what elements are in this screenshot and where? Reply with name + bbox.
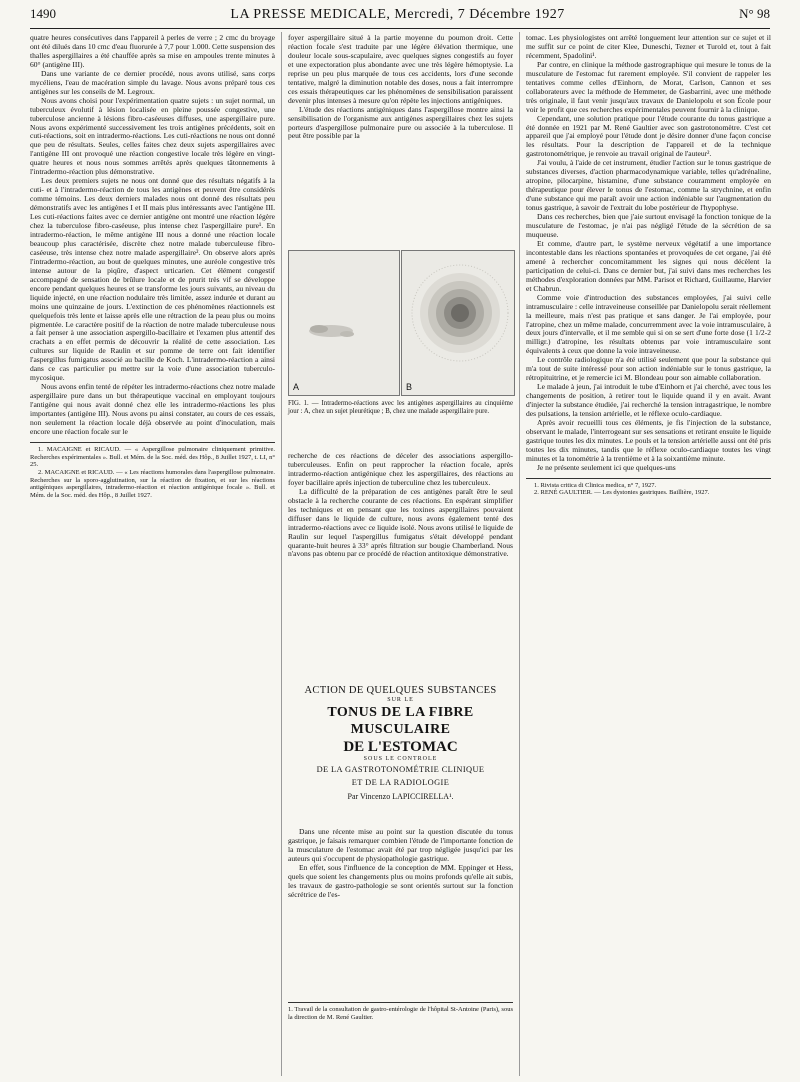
figure-panel-a — [288, 250, 400, 396]
column-2-bottom — [288, 828, 513, 999]
footnote: 2. RENÉ GAULTIER. — Les dystonies gastriques. Baillière, 1927. — [534, 489, 710, 497]
issue-number: N° 98 — [739, 6, 770, 21]
article-title-block — [288, 684, 513, 803]
paragraph: Je ne présente seulement ici que quelques-uns — [537, 462, 676, 472]
figure-panel-b — [401, 250, 515, 396]
paragraph: Cependant, une solution pratique pour l'étude courante du tonus gastrique a été donnée en 1921 par M. René Gaultier avec son gastrotonomètre. C'est cet appareil que j'ai employé pour l'étude dont je désire donner d'une façon concise les résultats. Pour la description de l'appareil et de la technique gastrotonométrique, je renvoie au travail original de l'auteur². — [526, 113, 771, 159]
paragraph: Le contrôle radiologique n'a été utilisé seulement que pour la substance qui m'a tout de suite intéressé pour son action indéniable sur le tonus gastrique, la rétropituitrine, et je remercie ici M. Blondeau pour son aimable collaboration. — [526, 355, 771, 383]
paragraph: recherche de ces réactions de déceler des associations aspergillo-tuberculeuses. Enfin on peut rapprocher la réaction focale, après intradermo-réaction antigénique chez les aspergillaires, des réactions au foyer bacillaire après injection de tuberculine chez les tuberculeux. — [288, 452, 513, 487]
skin-reaction-image-a — [289, 251, 399, 395]
paragraph: Comme voie d'introduction des substances employées, j'ai suivi celle intramusculaire : celle intraveineuse conseillée par Danielopolu serait réellement la meilleure, mais n'est pas pratique et sans danger. Je l'ai employée, pour l'atropine, chez un même malade, concurremment avec la voie intramusculaire, à deux jours d'intervalle, et il me semble qui si on se sert d'une forte dose (1 1/2-2 milligr.) d'atropine, les résultats obtenus par voie intramusculaire sont équivalents à ceux que donne la voie intraveineuse. — [526, 292, 771, 356]
skin-reaction-image-b — [402, 251, 514, 395]
article-subtitle-line: ET DE LA RADIOLOGIE — [351, 778, 450, 787]
paragraph: Le malade à jeun, j'ai introduit le tube d'Einhorn et j'ai cherché, avec tous les changements de position, à retirer tout le liquide quand il y en avait. Avant d'injecter la substance étudiée, j'ai recherché la tension intragastrique, le nombre des pulsations, la tension artérielle, et le réflexe oculo-cardiaque. — [526, 382, 771, 419]
paragraph: Après avoir recueilli tous ces éléments, je fis l'injection de la substance, observant le malade, l'interrogeant sur ses sensations et retirant ensuite le liquide gastrique toutes les dix minutes. Le pouls et la tension artérielle aussi ont été pris toutes les dix minutes, tandis que le réflexe oculo-cardiaque toutes les vingt minutes et la tonométrie à la trentième et à la soixantième minute. — [526, 417, 771, 463]
footnote: 1. Rivista critica di Clinica medica, n° 7, 1927. — [534, 481, 657, 489]
page-header — [30, 6, 770, 28]
paragraph: foyer aspergillaire situé à la partie moyenne du poumon droit. Cette réaction focale s'est traduite par une légère élévation thermique, une douleur locale sous-scapulaire, avec quelques signes congestifs au foyer et une expectoration plus abondante avec une très légère hémoptysie. La reprise un peu plus marquée de tous ces accidents, lors d'une seconde tentative, malgré la diminution notable des doses, nous a fait interrompre ces essais thérapeutiques car les phénomènes de sensibilisation paraissent devenir plus intenses à mesure qu'on répète les injections antigéniques. — [288, 34, 513, 105]
panel-label-b: B — [406, 382, 413, 392]
article-title-line: DE L'ESTOMAC — [343, 739, 458, 755]
paragraph: Par contre, en clinique la méthode gastrographique qui mesure le tonus de la musculature de l'estomac fut rarement employée. S'il convient de rappeler les tentatives comme celles d'Einhorn, de Morat, Carlson, Cannon et ses collaborateurs avec la méthode de Hemmeter, de Gasbarrini, avec une méthode très originale, il faut venir jusqu'aux travaux de Danielopolu et son École pour voir le profit que ces recherches expérimentales peuvent fournir à la clinique. — [526, 59, 771, 114]
column-1 — [30, 34, 275, 1080]
journal-masthead: LA PRESSE MEDICALE, Mercredi, 7 Décembre 1927 — [230, 7, 565, 22]
paragraph: Les deux premiers sujets ne nous ont donné que des résultats négatifs à la cuti- et à l'intradermo-réaction de tous les antigènes et peuvent être considérés comme témoins. Les deux derniers malades nous ont donné des résultats peu démonstratifs avec les antigènes I et II mais plus intéressants avec l'antigène III. Les cuti-réactions faites avec ce dernier antigène ont montré une réaction légère chez la tuberculose fibro-caséeuse, plus intense chez l'aspergillaire pure¹. En intradermo-réaction, le même antigène III nous a donné une réaction locale beaucoup plus caractérisée, discrète chez notre malade tuberculeuse fibro-caséeuse, très intense chez notre malade aspergillaire². On observe alors après l'intradermo-réaction, au bout de quelques minutes, une auréole congestive très intense autour de la piqûre, d'aspect urticarien. Cet élément congestif accompagné de sensation de brûlure locale et de prurit très vif se développe encore pendant quelques heures et se transforme les jours suivants, au niveau du liquide injecté, en une réaction nodulaire très limitée, assez indurée et durant au moins une quinzaine de jours. L'extinction de ces phénomènes réactionnels est quelquefois très lente et laisse après elle une rétraction de la peau plus ou moins pigmentée. Le caractère positif de la réaction de notre malade tuberculeuse nous a fait penser à une association aspergillo-bacillaire et l'examen plus attentif des crachats a en effet permis de découvrir la réalité de cette association. Les cultures sur liquide de Raulin et sur pomme de terre ont fait identifier l'aspergillus fumigatus associé au bacille de Koch. L'intradermo-réaction a ainsi dans ce cas particulier pu mettre sur la voie d'une association tuberculo-mycosique. — [30, 176, 275, 383]
article-title-line: TONUS DE LA FIBRE MUSCULAIRE — [327, 705, 474, 737]
article-footnote — [288, 1002, 513, 1021]
paragraph: Nous avons choisi pour l'expérimentation quatre sujets : un sujet normal, un tuberculeux évolutif à lésion localisée en pleine poussée congestive, une tuberculose ancienne à lésions fibro-caséeuses diffuses, une aspergillaire pure. Nous avons expérimenté successivement les trois antigènes précédents, soit en cuti-réactions, soit en intradermo-réactions. Les cuti-réactions ne nous ont donné que peu de résultats. Seules, celles faites chez deux sujets aspergillaires avec l'antigène III ont provoqué une réaction congestive locale très légère en vingt-quatre heures et nous nous sommes arrêtés après quelques tâtonnements à l'intradermo-réaction plus démonstrative. — [30, 95, 275, 177]
paragraph: tomac. Les physiologistes ont arrêté longuement leur attention sur ce sujet et il me suffit sur ce point de citer Klee, Duneschi, Tezner et Turold et, tout à fait récemment, Spadolini¹. — [526, 34, 771, 60]
figure-1 — [288, 250, 513, 396]
footnotes — [526, 478, 771, 497]
paragraph: J'ai voulu, à l'aide de cet instrument, étudier l'action sur le tonus gastrique de substances diverses, d'action pharmacodynamique variable, telles qu'adrénaline, atropine, pilocarpine, histamine, d'une substance couramment employée en thérapeutique pour élever le tonus de l'estomac, comme la strychnine, et enfin d'une substance qui me paraît avoir une action indéniable sur l'augmentation du tonus gastrique, à savoir de l'extrait du lobe postérieur de l'hypophyse. — [526, 158, 771, 213]
column-divider — [519, 32, 520, 1076]
paragraph: Dans une récente mise au point sur la question discutée du tonus gastrique, je faisais remarquer combien l'étude de l'importante fonction de la musculature de l'estomac avait été par trop négligée jusqu'ici par les auteurs qui s'occupent de physiopathologie gastrique. — [288, 828, 513, 863]
figure-caption: FIG. 1. — Intradermo-réactions avec les antigènes aspergillaires au cinquième jour : A, chez un sujet pleurétique ; B, chez une malade aspergillaire pure. — [288, 400, 513, 415]
article-subtitle-line: DE LA GASTROTONOMÉTRIE CLINIQUE — [316, 765, 485, 774]
article-title-small: SUR LE — [387, 697, 414, 703]
paragraph: En effet, sous l'influence de la conception de MM. Eppinger et Hess, quels que soient les changements plus ou moins profonds qu'elle ait subis, les travaux de gastro-pathologie se sont orientés surtout sur la fonction sécrétrice de l'es- — [288, 862, 513, 899]
paragraph: Dans une variante de ce dernier procédé, nous avons utilisé, sans corps mycéliens, l'eau de macération simple du lavage. Nous avons préparé tous ces antigènes sur les conseils de M. Legroux. — [30, 68, 275, 96]
article-title-small: SOUS LE CONTROLE — [363, 756, 438, 762]
paragraph: Nous avons enfin tenté de répéter les intradermo-réactions chez notre malade aspergillaire pure dans un but thérapeutique vaccinal en employant toujours l'antigène qui nous avait donné chez elle les intradermo-réactions les plus importantes (antigène III). Nous avons pu ainsi constater, au cours de ces essais, non seulement la réaction locale déjà observée au point d'inoculation, mais encore une réaction focale sur le — [30, 382, 275, 436]
panel-label-a: A — [293, 382, 300, 392]
article-byline: Par Vincenzo LAPICCIRELLA¹. — [347, 792, 454, 801]
article-title-line: ACTION DE QUELQUES SUBSTANCES — [304, 685, 497, 696]
footnote: 2. MACAIGNE et RICAUD. — « Les réactions humorales dans l'aspergillose pulmonaire. Recherches sur la sporo-agglutination, sur la réaction de fixation, et sur les réactions antigéniques aspergillaires, intradermo-réaction et réaction antigénique focale ». Bull. et Mém. de la Soc. méd. des Hôp., 8 Juillet 1927. — [30, 469, 275, 500]
paragraph: La difficulté de la préparation de ces antigènes paraît être le seul obstacle à la recherche courante de ces réactions. En espérant simplifier les techniques et en pensant que les toxines aspergillaires pouvaient diffuser dans le liquide de culture, nous avons également tenté des intradermo-réactions avec ce liquide isolé. Nous avons utilisé le liquide de Raulin sur lequel l'aspergillus fumigatus s'était développé pendant quarante-huit heures à 33° après filtration sur bougie Chamberland. Nous n'avons pas obtenu par ce procédé de réaction antitoxique démonstrative. — [288, 486, 513, 559]
footnote: 1. Travail de la consultation de gastro-entérologie de l'hôpital St-Antoine (Paris), sous la direction de M. René Gaultier. — [288, 1006, 513, 1021]
paragraph: quatre heures consécutives dans l'appareil à perles de verre ; 2 cmc du broyage ont été dilués dans 10 cmc d'eau fluorurée à 7,7 pour 1.000. Cette suspension des thalles aspergillaires a été chauffée après sa mise en ampoules trente minutes à 60° (antigène III). — [30, 34, 275, 69]
footnote: 1. MACAIGNE et RICAUD. — « Aspergillose pulmonaire cliniquement primitive. Recherches expérimentales ». Bull. et Mém. de la Soc. méd. des Hôp., 8 Juillet 1927, t. LI, n° 25. — [30, 445, 275, 469]
column-2-top — [288, 34, 513, 246]
column-3 — [526, 34, 771, 1080]
column-2-middle — [288, 452, 513, 680]
page-number: 1490 — [30, 6, 56, 21]
paragraph: L'étude des réactions antigéniques dans l'aspergillose montre ainsi la sensibilisation de l'organisme aux antigènes aspergillaires chez les sujets porteurs d'aspergillose pulmonaire pure ou associée à la tuberculose. Il peut être possible par la — [288, 104, 513, 141]
footnotes — [30, 442, 275, 500]
paragraph: Dans ces recherches, bien que j'aie surtout envisagé la fonction tonique de la musculature de l'estomac, je n'ai pas négligé l'étude de la sécrétion de sa muqueuse. — [526, 212, 771, 239]
column-divider — [281, 32, 282, 1076]
paragraph: Et comme, d'autre part, le système nerveux végétatif a une importance incontestable dans les réactions spontanées et provoquées de cet organe, j'ai été amené à rechercher concomitamment les signes qui nous décèlent la participation de celui-ci. Dans ce dernier but, j'ai suivi dans mes recherches les méthodes d'exploration données par MM. Parisot et Richard, Guillaume, Harvier et Chabrun. — [526, 238, 771, 293]
header-rule — [30, 28, 770, 29]
